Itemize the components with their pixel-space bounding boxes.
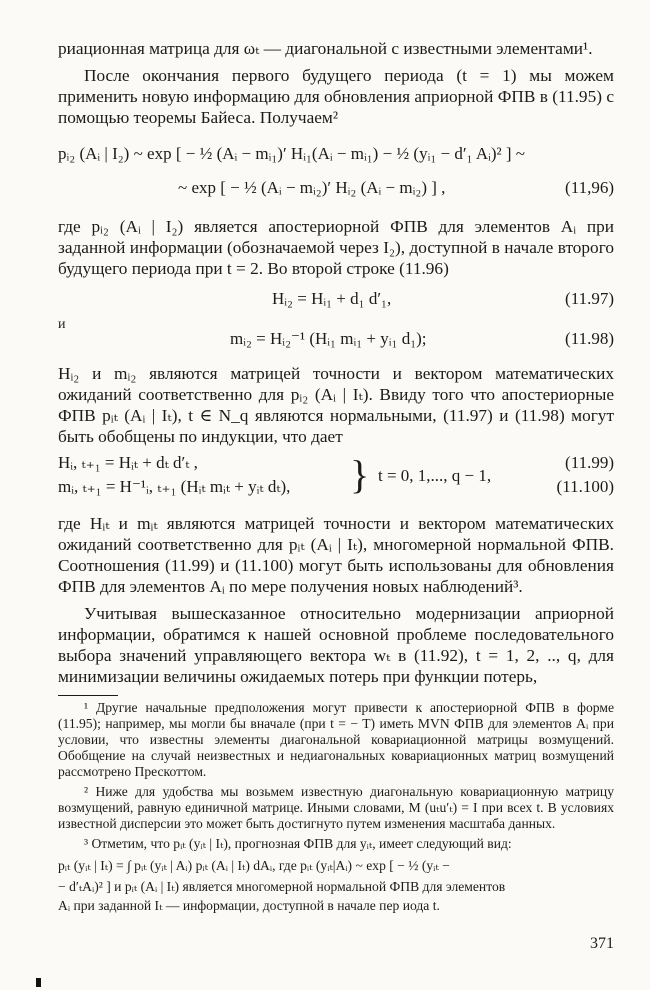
paragraph-1: риационная матрица для ωₜ — диагональной с известными элементами¹. xyxy=(58,39,593,58)
page-body xyxy=(58,38,614,914)
equation-11-100-number: (11.100) xyxy=(556,477,614,496)
equation-range: t = 0, 1,..., q − 1, xyxy=(378,466,492,485)
equation-11-98-number: (11.98) xyxy=(565,329,614,348)
equation-11-96-text-1: pᵢ₂ (Aᵢ | I₂) ~ exp [ − ½ (Aᵢ − mᵢ₁)′ Hᵢ₁(Aᵢ − mᵢ₁) − ½ (yᵢ₁ − d′₁ Aᵢ)² ] ~ xyxy=(58,144,525,163)
equation-11-97 xyxy=(58,283,614,315)
paragraph-5: где Hᵢₜ и mᵢₜ являются матрицей точности и вектором математических ожиданий соответственно для pᵢₜ (Aᵢ | Iₜ), многомерной нормальной ФПВ. Соотношения (11.99) и (11.100) могут быть использованы для обновления ФПВ для элементов Aᵢ по мере получения новых наблюдений³. xyxy=(58,514,614,596)
footnote-3-formula-2: − d′ₜAᵢ)² ] и pᵢₜ (Aᵢ | Iₜ) является многомерной нормальной ФПВ для элементов xyxy=(58,879,506,894)
equation-system-11-99-11-100 xyxy=(58,453,614,503)
footnote-1: ¹ Другие начальные предположения могут привести к апостериорной ФПВ в форме (11.95); например, мы могли бы вначале (при t = − T) иметь MVN ФПВ для элементов Aᵢ при условии, что известны элементы диагональной ковариационной матрицы возмущений. Обобщение на случай неизвестных и недиагональных ковариационных матриц возмущений рассмотрено Прескоттом. xyxy=(58,700,614,779)
scan-mark xyxy=(36,978,41,987)
paragraph-6: Учитывая вышесказанное относительно модернизации априорной информации, обратимся к нашей основной проблеме последовательного выбора значений управляющего вектора wₜ в (11.92), t = 1, 2, .., q, для минимизации величины ожидаемых потерь при функции потерь, xyxy=(58,604,614,686)
page-number: 371 xyxy=(590,935,614,952)
equation-11-96-line-1 xyxy=(58,138,614,172)
footnote-3-intro: ³ Отметим, что pᵢₜ (yᵢₜ | Iₜ), прогнозная ФПВ для yᵢₜ, имеет следующий вид: xyxy=(84,836,512,851)
equation-11-96-number: (11,96) xyxy=(565,178,614,197)
equation-11-98-text: mᵢ₂ = Hᵢ₂⁻¹ (Hᵢ₁ mᵢ₁ + yᵢ₁ d₁); xyxy=(230,329,427,348)
paragraph-4: Hᵢ₂ и mᵢ₂ являются матрицей точности и вектором математических ожиданий соответственно для pᵢ₂ (Aᵢ | Iₜ). Ввиду того что апостериорные ФПВ pᵢₜ (Aᵢ | Iₜ), t ∈ N_q являются нормальными, (11.97) и (11.98) могут быть обобщены по индукции, что дает xyxy=(58,364,614,446)
footnote-2: ² Ниже для удобства мы возьмем известную диагональную ковариационную матрицу возмущений, равную единичной матрице. Иными словами, M (uₜu′ₜ) = I при всех t. В условиях известной дисперсии это может быть достигнуто путем изменения масштаба данных. xyxy=(58,784,614,831)
equation-11-100-text: mᵢ, ₜ₊₁ = H⁻¹ᵢ, ₜ₊₁ (Hᵢₜ mᵢₜ + yᵢₜ dₜ), xyxy=(58,477,291,496)
footnote-3-end: Aᵢ при заданной Iₜ — информации, доступной в начале пер иода t. xyxy=(58,898,440,913)
equation-11-98 xyxy=(58,315,614,353)
equation-11-99-number: (11.99) xyxy=(565,453,614,472)
conjunction-and: и xyxy=(58,317,66,332)
paragraph-3: где pᵢ₂ (Aᵢ | I₂) является апостериорной ФПВ для элементов Aᵢ при заданной информации (обозначаемой через I₂), доступной в начале второго будущего периода при t = 2. Во второй строке (11.96) xyxy=(58,217,614,278)
equation-11-99-text: Hᵢ, ₜ₊₁ = Hᵢₜ + dₜ d′ₜ , xyxy=(58,453,198,472)
footnote-separator xyxy=(58,695,118,696)
right-brace: } xyxy=(350,452,370,497)
paragraph-2: После окончания первого будущего периода (t = 1) мы можем применить новую информацию для обновления априорной ФПВ в (11.95) с помощью теоремы Байеса. Получаем² xyxy=(58,66,614,127)
equation-11-96-text-2: ~ exp [ − ½ (Aᵢ − mᵢ₂)′ Hᵢ₂ (Aᵢ − mᵢ₂) ] , xyxy=(178,178,446,197)
equation-11-97-number: (11.97) xyxy=(565,289,614,308)
equation-11-96-line-2 xyxy=(58,172,614,210)
footnote-3-formula-1: pᵢₜ (yᵢₜ | Iₜ) = ∫ pᵢₜ (yᵢₜ | Aᵢ) pᵢₜ (Aᵢ | Iₜ) dAᵢ, где pᵢₜ (yᵢₜ|Aᵢ) ~ exp [ − ½ (yᵢₜ − xyxy=(58,858,450,873)
equation-11-97-text: Hᵢ₂ = Hᵢ₁ + d₁ d′₁, xyxy=(272,289,392,308)
